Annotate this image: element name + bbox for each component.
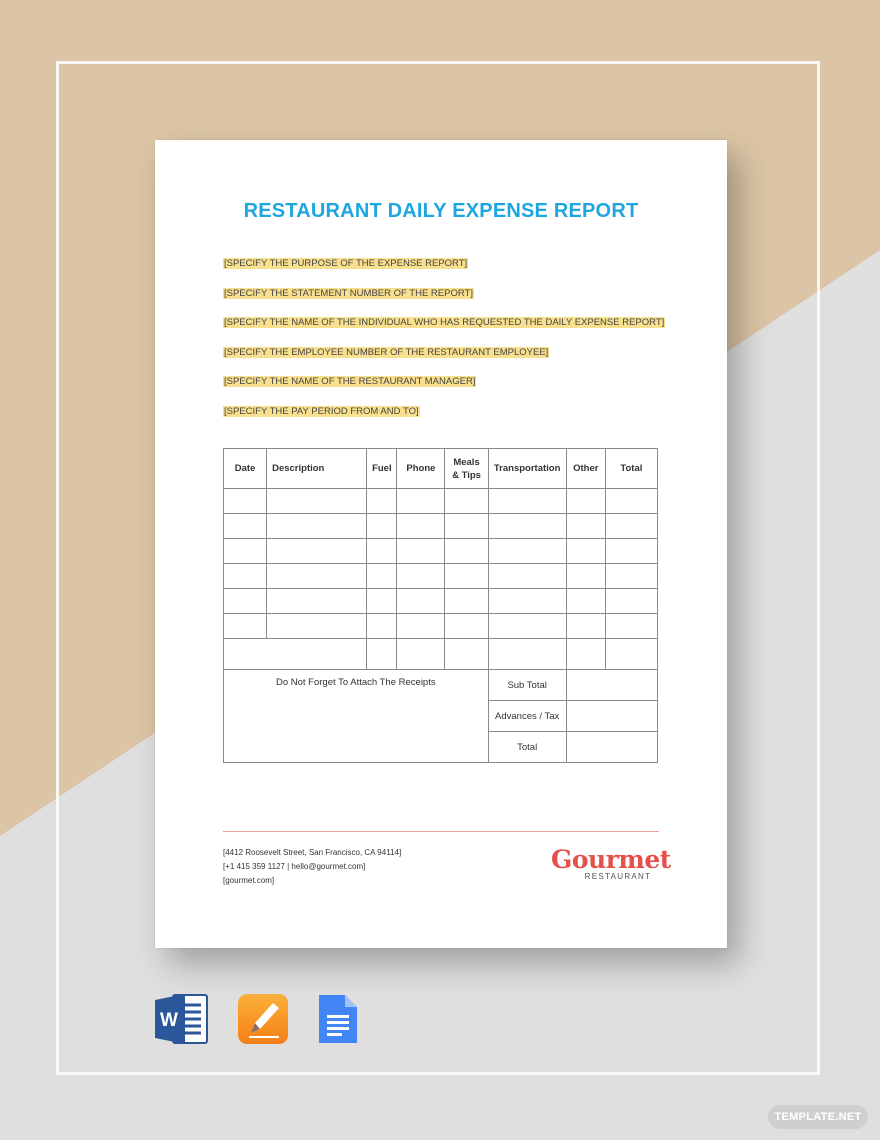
template-net-badge[interactable]: TEMPLATE.NET [768,1105,868,1129]
footer-address-block [223,846,401,888]
receipts-note: Do Not Forget To Attach The Receipts [224,670,489,763]
table-row [224,614,658,639]
table-row [224,514,658,539]
field-employee-number: [SPECIFY THE EMPLOYEE NUMBER OF THE RESTAURANT EMPLOYEE] [224,346,549,358]
footer-address: [4412 Roosevelt Street, San Francisco, CA 94114] [223,848,402,857]
svg-text:W: W [160,1010,178,1031]
header-other: Other [566,449,605,489]
word-icon[interactable] [155,993,209,1045]
table-row [224,589,658,614]
gourmet-logo [551,845,671,881]
footer-contact: [+1 415 359 1127 | hello@gourmet.com] [223,862,366,871]
document-page [155,140,727,948]
footer-divider [223,831,659,832]
pages-icon[interactable] [237,993,289,1045]
header-total: Total [605,449,657,489]
subtotal-label: Sub Total [488,670,566,701]
advances-tax-label: Advances / Tax [488,701,566,732]
expense-table [223,448,658,763]
app-icons [155,993,375,1049]
header-meals-tips: Meals & Tips [445,449,488,489]
field-requester-name: [SPECIFY THE NAME OF THE INDIVIDUAL WHO HAS REQUESTED THE DAILY EXPENSE REPORT] [224,317,665,329]
table-row [224,564,658,589]
field-manager-name: [SPECIFY THE NAME OF THE RESTAURANT MANAGER] [224,376,476,388]
table-row [224,489,658,514]
page-title: RESTAURANT DAILY EXPENSE REPORT [243,200,639,222]
field-purpose: [SPECIFY THE PURPOSE OF THE EXPENSE REPORT] [224,258,468,269]
subtotal-value [566,670,657,701]
logo-subtitle: RESTAURANT [584,872,652,881]
table-header-row [224,449,658,489]
header-description: Description [267,449,367,489]
header-fuel: Fuel [367,449,397,489]
header-transportation: Transportation [488,449,566,489]
advances-tax-value [566,701,657,732]
header-date: Date [224,449,267,489]
total-label: Total [488,732,566,763]
total-value [566,732,657,763]
field-pay-period: [SPECIFY THE PAY PERIOD FROM AND TO] [224,405,419,417]
field-statement-number: [SPECIFY THE STATEMENT NUMBER OF THE REPORT] [224,287,473,299]
specify-fields [223,256,665,434]
header-phone: Phone [397,449,445,489]
table-row [224,539,658,564]
logo-wordmark: Gourmet [551,845,671,874]
footer-website: [gourmet.com] [223,876,275,885]
table-row [224,639,658,670]
summary-row-subtotal [224,670,658,701]
google-docs-icon[interactable] [317,993,359,1045]
